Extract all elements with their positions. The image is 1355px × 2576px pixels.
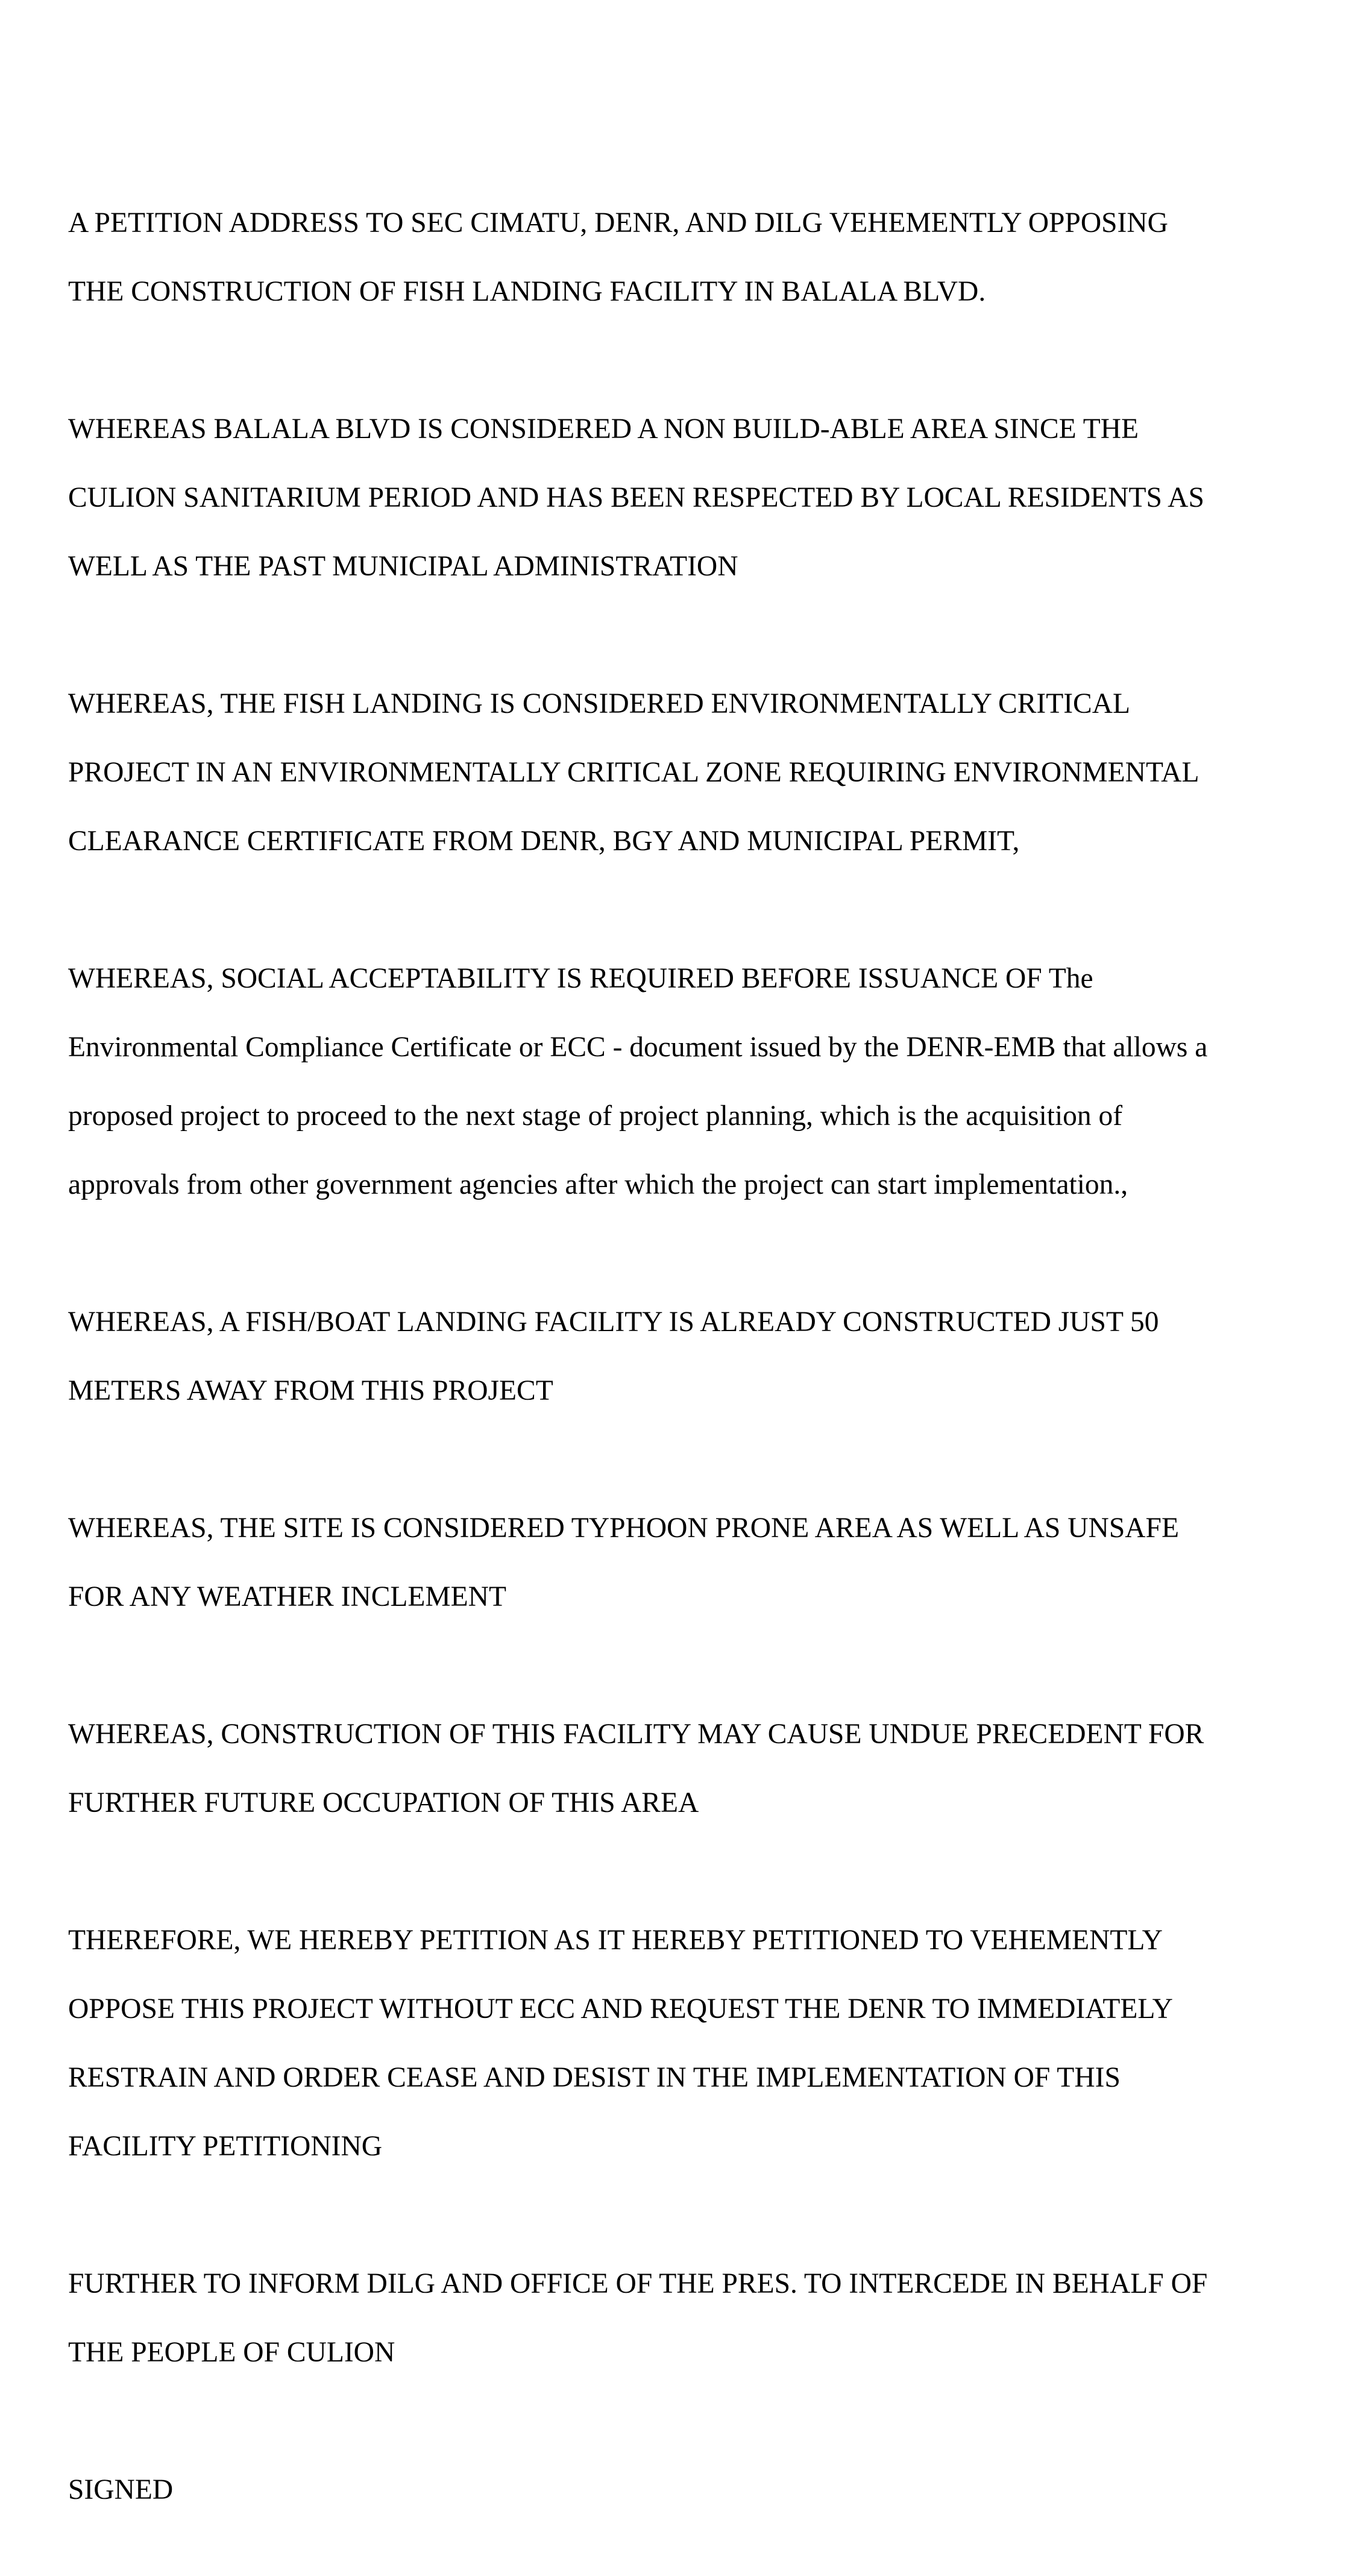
paragraph-line: CULION SANITARIUM PERIOD AND HAS BEEN RESPECTED BY LOCAL RESIDENTS AS xyxy=(68,482,1204,513)
paragraph-line: THE PEOPLE OF CULION xyxy=(68,2337,395,2368)
signature-label xyxy=(68,2439,1292,2542)
paragraph-line: PROJECT IN AN ENVIRONMENTALLY CRITICAL ZONE REQUIRING ENVIRONMENTAL xyxy=(68,757,1199,788)
whereas-non-buildable xyxy=(68,378,1292,618)
paragraph-line: WHEREAS, A FISH/BOAT LANDING FACILITY IS ALREADY CONSTRUCTED JUST 50 xyxy=(68,1306,1159,1338)
paragraph-line: WHEREAS, SOCIAL ACCEPTABILITY IS REQUIRED BEFORE ISSUANCE OF The xyxy=(68,963,1093,994)
whereas-critical-project xyxy=(68,653,1292,893)
petition-title xyxy=(68,172,1292,343)
paragraph-line: THEREFORE, WE HEREBY PETITION AS IT HEREBY PETITIONED TO VEHEMENTLY xyxy=(68,1925,1163,1956)
whereas-undue-precedent xyxy=(68,1683,1292,1855)
paragraph-line: WHEREAS, THE FISH LANDING IS CONSIDERED ENVIRONMENTALLY CRITICAL xyxy=(68,688,1131,719)
paragraph-line: WHEREAS, THE SITE IS CONSIDERED TYPHOON PRONE AREA AS WELL AS UNSAFE xyxy=(68,1512,1179,1544)
paragraph-line: WHEREAS BALALA BLVD IS CONSIDERED A NON BUILD-ABLE AREA SINCE THE xyxy=(68,413,1139,445)
paragraph-line: FACILITY PETITIONING xyxy=(68,2131,383,2162)
title-line: THE CONSTRUCTION OF FISH LANDING FACILITY IN BALALA BLVD. xyxy=(68,276,986,307)
paragraph-line: FURTHER FUTURE OCCUPATION OF THIS AREA xyxy=(68,1787,699,1819)
paragraph-line: METERS AWAY FROM THIS PROJECT xyxy=(68,1375,553,1406)
whereas-social-acceptability xyxy=(68,927,1292,1236)
paragraph-line: Environmental Compliance Certificate or ECC - document issued by the DENR-EMB that allows a xyxy=(68,1032,1208,1063)
paragraph-line: proposed project to proceed to the next stage of project planning, which is the acquisition of xyxy=(68,1100,1123,1132)
further-clause xyxy=(68,2233,1292,2404)
paragraph-line: approvals from other government agencies after which the project can start implementation., xyxy=(68,1169,1128,1200)
paragraph-line: WELL AS THE PAST MUNICIPAL ADMINISTRATION xyxy=(68,551,738,582)
paragraph-line: WHEREAS, CONSTRUCTION OF THIS FACILITY MAY CAUSE UNDUE PRECEDENT FOR xyxy=(68,1719,1204,1750)
paragraph-line: CLEARANCE CERTIFICATE FROM DENR, BGY AND MUNICIPAL PERMIT, xyxy=(68,826,1020,857)
title-line: A PETITION ADDRESS TO SEC CIMATU, DENR, AND DILG VEHEMENTLY OPPOSING xyxy=(68,207,1168,239)
document-body xyxy=(68,172,1292,2576)
paragraph-line: RESTRAIN AND ORDER CEASE AND DESIST IN THE IMPLEMENTATION OF THIS xyxy=(68,2062,1121,2093)
paragraph-line: FURTHER TO INFORM DILG AND OFFICE OF THE PRES. TO INTERCEDE IN BEHALF OF xyxy=(68,2268,1208,2299)
paragraph-line: FOR ANY WEATHER INCLEMENT xyxy=(68,1581,506,1612)
whereas-existing-facility xyxy=(68,1271,1292,1443)
paragraph-line: OPPOSE THIS PROJECT WITHOUT ECC AND REQUEST THE DENR TO IMMEDIATELY xyxy=(68,1993,1173,2025)
whereas-typhoon-prone xyxy=(68,1477,1292,1649)
therefore-clause xyxy=(68,1889,1292,2198)
signed-text: SIGNED xyxy=(68,2474,174,2505)
